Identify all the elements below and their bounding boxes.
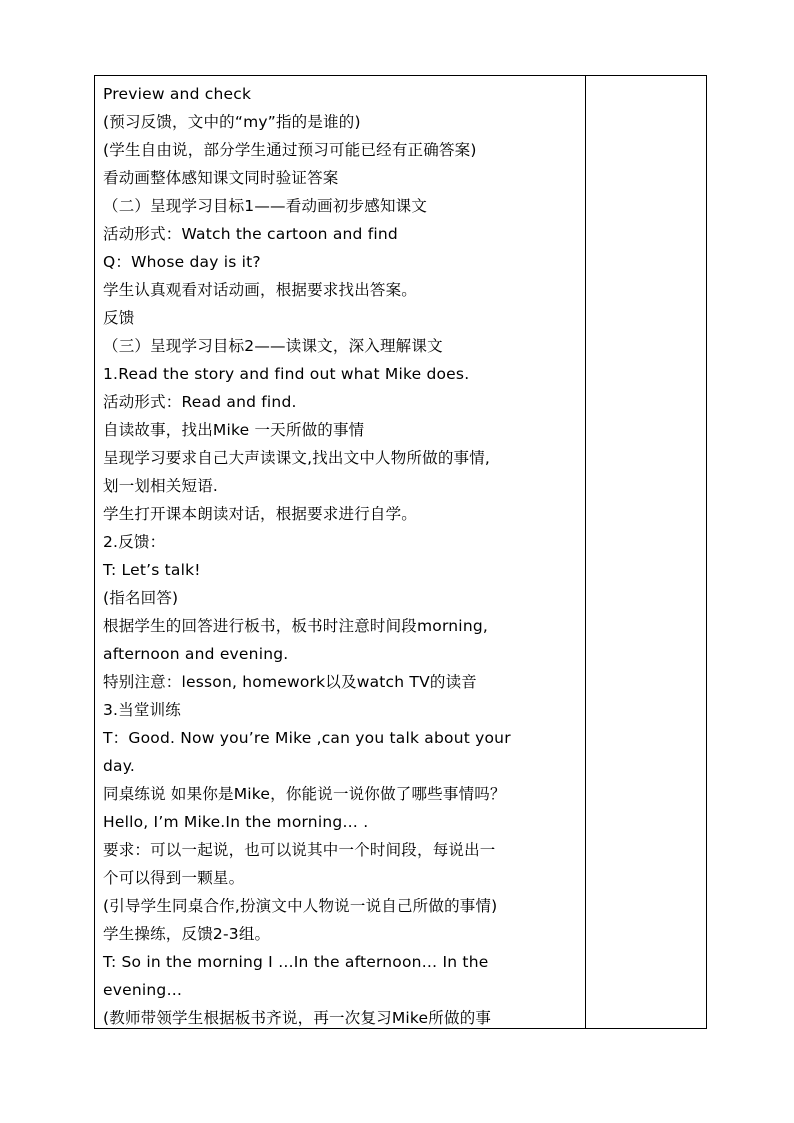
text-line: 1.Read the story and find out what Mike does. <box>103 365 470 383</box>
text-line: day. <box>103 757 136 775</box>
text-line: 反馈 <box>103 309 135 327</box>
text-line: 活动形式：Read and find. <box>103 393 297 411</box>
text-line: 学生操练，反馈2-3组。 <box>103 925 271 943</box>
text-line: T: Let’s talk! <box>103 561 201 579</box>
lesson-plan-table <box>94 75 707 1029</box>
text-line: (教师带领学生根据板书齐说，再一次复习Mike所做的事 <box>103 1009 492 1027</box>
text-line: 个可以得到一颗星。 <box>103 869 245 887</box>
text-line: 活动形式：Watch the cartoon and find <box>103 225 398 243</box>
text-line: 3.当堂训练 <box>103 701 181 719</box>
text-line: (指名回答) <box>103 589 179 607</box>
text-line: Hello, I’m Mike.In the morning… . <box>103 813 369 831</box>
text-line: 划一划相关短语. <box>103 477 219 495</box>
text-line: 特别注意：lesson, homework以及watch TV的读音 <box>103 673 478 691</box>
text-line: Q：Whose day is it? <box>103 253 261 271</box>
text-line: 同桌练说 如果你是Mike，你能说一说你做了哪些事情吗？ <box>103 785 506 803</box>
text-line: T：Good. Now you’re Mike ,can you talk about your <box>103 729 511 747</box>
text-line: Preview and check <box>103 85 252 103</box>
text-line: 学生认真观看对话动画，根据要求找出答案。 <box>103 281 418 299</box>
text-line: 根据学生的回答进行板书，板书时注意时间段morning, <box>103 617 489 635</box>
text-line: T: So in the morning I …In the afternoon… In the <box>103 953 489 971</box>
text-line: evening… <box>103 981 183 999</box>
notes-cell <box>586 76 706 1028</box>
text-line: （二）呈现学习目标1——看动画初步感知课文 <box>103 197 428 215</box>
text-line: 要求：可以一起说，也可以说其中一个时间段，每说出一 <box>103 841 496 859</box>
text-line: (引导学生同桌合作,扮演文中人物说一说自己所做的事情) <box>103 897 498 915</box>
text-line: afternoon and evening. <box>103 645 289 663</box>
text-line: 呈现学习要求自己大声读课文,找出文中人物所做的事情, <box>103 449 491 467</box>
text-line: (学生自由说，部分学生通过预习可能已经有正确答案) <box>103 141 477 159</box>
lesson-content-cell <box>95 76 585 1028</box>
text-line: （三）呈现学习目标2——读课文，深入理解课文 <box>103 337 443 355</box>
text-line: (预习反馈，文中的“my”指的是谁的) <box>103 113 361 131</box>
text-line: 自读故事，找出Mike 一天所做的事情 <box>103 421 365 439</box>
text-line: 学生打开课本朗读对话，根据要求进行自学。 <box>103 505 418 523</box>
text-line: 2.反馈： <box>103 533 166 551</box>
text-line: 看动画整体感知课文同时验证答案 <box>103 169 339 187</box>
